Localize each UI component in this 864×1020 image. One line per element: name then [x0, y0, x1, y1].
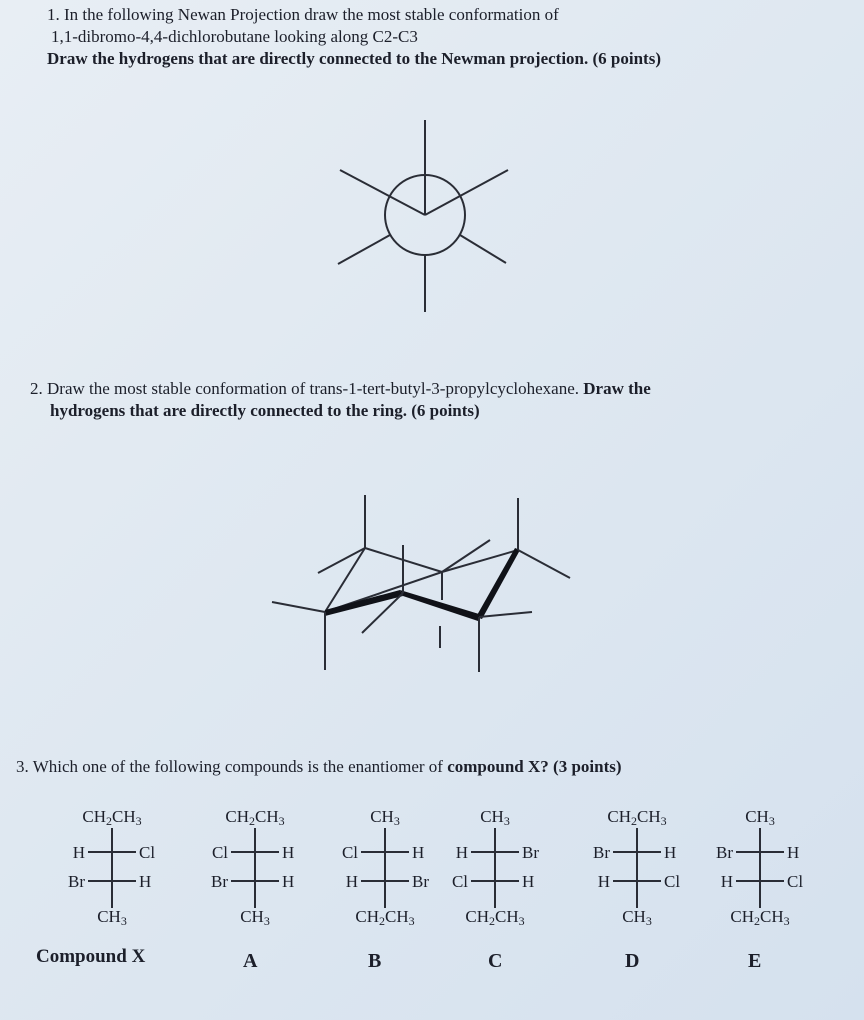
- chair-equatorial-c4: [479, 612, 532, 617]
- compound-label-d: D: [625, 950, 640, 972]
- fischer-row2-right: H: [139, 872, 152, 891]
- fischer-top-group: CH3: [370, 807, 400, 828]
- question-3: [16, 756, 816, 778]
- chair-equatorial-c2: [442, 540, 490, 572]
- chair-equatorial-c3: [362, 593, 403, 633]
- fischer-row1-right: H: [787, 843, 800, 862]
- fischer-row1-left: Cl: [341, 843, 358, 862]
- fischer-row2-right: H: [282, 872, 295, 891]
- chair-equatorial-c5: [518, 550, 570, 578]
- compound-label-c: C: [488, 950, 503, 972]
- fischer-row1-left: H: [72, 843, 85, 862]
- question-1-line-3: Draw the hydrogens that are directly connected to the Newman projection. (6 points): [47, 49, 661, 68]
- compound-label-b: B: [368, 950, 382, 972]
- fischer-bottom-group: CH2CH3: [730, 907, 790, 928]
- cyclohexane-chair: [272, 495, 570, 672]
- fischer-bottom-group: CH3: [622, 907, 652, 928]
- chair-back-bond-3: [365, 548, 442, 572]
- chair-back-bond-2: [442, 550, 518, 572]
- fischer-compound-a: [211, 807, 294, 928]
- question-2: [30, 378, 830, 422]
- fischer-compound-b: [342, 807, 429, 928]
- fischer-row1-right: Cl: [139, 843, 156, 862]
- fischer-row2-left: Cl: [451, 872, 468, 891]
- question-2-line-2: hydrogens that are directly connected to the ring. (6 points): [50, 401, 480, 420]
- newman-front-bond-left: [340, 170, 425, 215]
- fischer-row1-left: Br: [716, 843, 733, 862]
- compound-label-e: E: [748, 950, 762, 972]
- fischer-bottom-group: CH3: [240, 907, 270, 928]
- fischer-row2-right: Cl: [664, 872, 681, 891]
- fischer-row1-right: Br: [522, 843, 539, 862]
- compound-label-a: A: [243, 950, 258, 972]
- fischer-row2-left: H: [345, 872, 358, 891]
- chair-equatorial-c6: [272, 602, 325, 612]
- fischer-bottom-group: CH2CH3: [465, 907, 525, 928]
- fischer-compound-c: [452, 807, 539, 928]
- chair-equatorial-c1: [318, 548, 365, 573]
- newman-front-bond-right: [425, 170, 508, 215]
- fischer-top-group: CH3: [480, 807, 510, 828]
- chair-back-bond-1: [325, 572, 442, 612]
- fischer-row1-right: H: [282, 843, 295, 862]
- compound-label-x: Compound X: [36, 946, 146, 967]
- question-1-line-1: 1. In the following Newan Projection draw the most stable conformation of: [47, 5, 559, 24]
- fischer-row2-left: Br: [211, 872, 228, 891]
- fischer-row2-left: Br: [68, 872, 85, 891]
- fischer-row1-right: H: [412, 843, 425, 862]
- fischer-row2-right: Br: [412, 872, 429, 891]
- question-1-line-2: 1,1-dibromo-4,4-dichlorobutane looking along C2-C3: [51, 27, 418, 46]
- fischer-top-group: CH2CH3: [225, 807, 285, 828]
- fischer-row1-left: H: [455, 843, 468, 862]
- fischer-top-group: CH3: [745, 807, 775, 828]
- fischer-row1-right: H: [664, 843, 677, 862]
- fischer-row1-left: Br: [593, 843, 610, 862]
- chair-back-bond-4: [325, 548, 365, 612]
- chair-front-wedge-left: [325, 590, 403, 616]
- newman-rear-carbon-circle: [385, 175, 465, 255]
- question-3-text: 3. Which one of the following compounds is the enantiomer of: [16, 757, 443, 776]
- fischer-top-group: CH2CH3: [607, 807, 667, 828]
- fischer-row2-right: Cl: [787, 872, 804, 891]
- question-2-text: 2. Draw the most stable conformation of trans-1-tert-butyl-3-propylcyclohexane.: [30, 379, 580, 398]
- question-3-compound-x: compound X?: [447, 757, 549, 776]
- fischer-compound-x: [68, 807, 155, 928]
- question-2-bold-start: Draw the: [583, 379, 651, 398]
- fischer-top-group: CH2CH3: [82, 807, 142, 828]
- fischer-row1-left: Cl: [211, 843, 228, 862]
- fischer-projections: [68, 807, 803, 928]
- fischer-compound-d: [593, 807, 680, 928]
- chair-front-wedge-right: [400, 590, 479, 621]
- fischer-row2-left: H: [720, 872, 733, 891]
- fischer-bottom-group: CH3: [97, 907, 127, 928]
- fischer-row2-right: H: [522, 872, 535, 891]
- newman-rear-bond-left: [338, 235, 390, 264]
- question-1: [47, 4, 827, 70]
- fischer-compound-e: [716, 807, 803, 928]
- question-2-line-1: [30, 378, 830, 400]
- question-3-points: (3 points): [553, 757, 622, 776]
- newman-rear-bond-right: [460, 235, 506, 263]
- fischer-bottom-group: CH2CH3: [355, 907, 415, 928]
- chair-front-wedge-up: [476, 548, 520, 619]
- fischer-row2-left: H: [597, 872, 610, 891]
